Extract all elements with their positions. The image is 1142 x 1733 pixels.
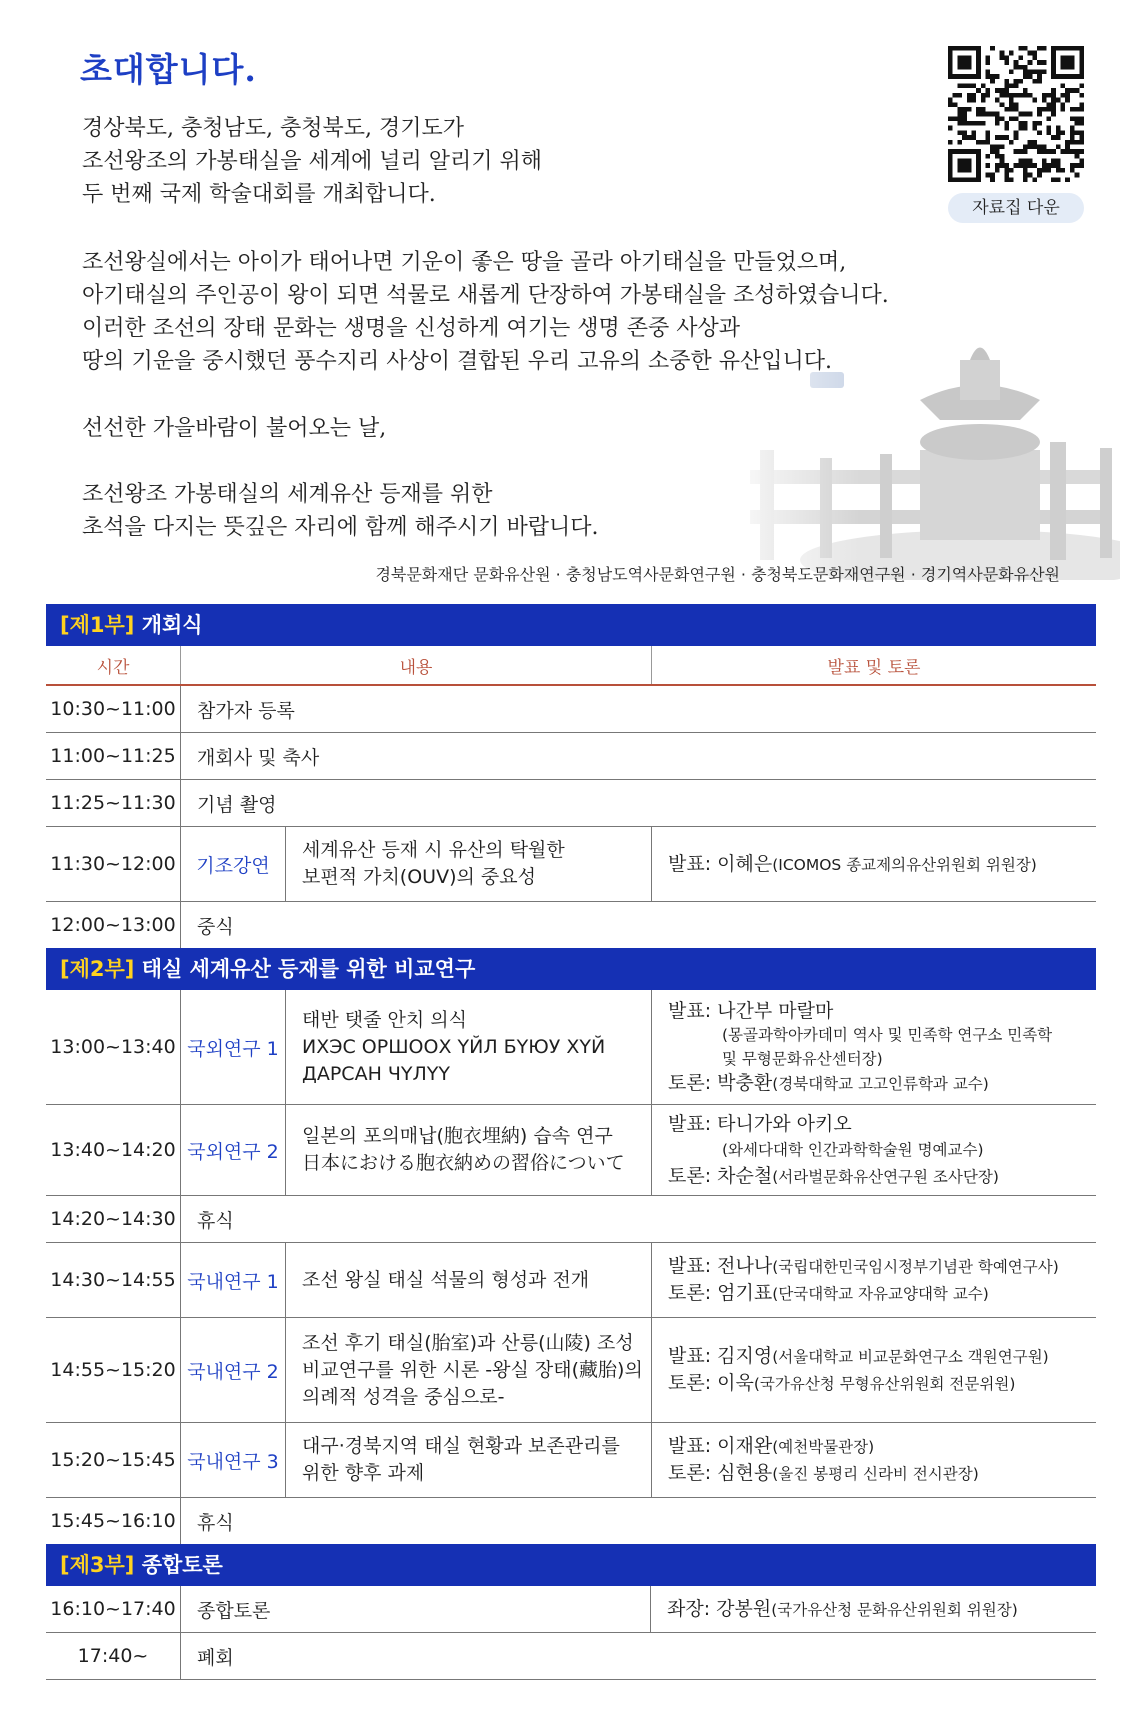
download-materials-label[interactable]: 자료집 다운 [948,193,1084,223]
presenter-affiliation: (와세다대학 인간과학학술원 명예교수) [722,1140,984,1159]
time-cell: 14:20~14:30 [46,1196,181,1242]
time-cell: 17:40~ [46,1633,181,1679]
time-cell: 15:20~15:45 [46,1423,181,1497]
moderator-affiliation: (국가유산청 문화유산위원회 위원장) [771,1600,1018,1619]
topic-cell [286,990,652,1104]
topic-line: 조선 후기 태실(胎室)과 산릉(山陵) 조성 [302,1331,634,1354]
discussant-name: 토론: 엄기표 [668,1282,773,1304]
time-cell: 14:55~15:20 [46,1318,181,1422]
discussant-affiliation: (서라벌문화유산연구원 조사단장) [772,1167,999,1186]
table-row [46,1633,1096,1680]
paragraph-line: 조선왕조 가봉태실의 세계유산 등재를 위한 [82,482,493,507]
discussant-name: 토론: 이욱 [668,1372,754,1394]
content-cell: 참가자 등록 [197,699,295,722]
presenter-name: 발표: 이혜은 [668,852,773,875]
presenter-cell [652,1105,1096,1195]
col-header-presenter: 발표 및 토론 [827,657,921,678]
topic-line: 日本における胞衣納めの習俗について [302,1152,625,1174]
session-3-header [46,1544,1096,1586]
category-cell: 국외연구 2 [181,1105,286,1195]
table-row [46,733,1096,780]
presenter-affiliation: (ICOMOS 종교제의유산위원회 위원장) [772,855,1037,874]
presenter-affiliation: (예천박물관장) [772,1438,875,1456]
col-header-time: 시간 [46,646,181,684]
session-title: 종합토론 [141,1553,223,1577]
time-cell: 12:00~13:00 [46,902,181,948]
paragraph-line: 조선왕실에서는 아이가 태어나면 기운이 좋은 땅을 골라 아기태실을 만들었으며, [82,250,847,275]
presenter-cell [652,1423,1096,1497]
category-cell: 기조강연 [181,827,286,901]
paragraph-line: 선선한 가을바람이 불어오는 날, [82,416,387,441]
presenter-affiliation: 및 무형문화유산센터장) [722,1049,883,1068]
session-number: [제1부] [60,613,135,637]
moderator-name: 좌장: 강봉원 [667,1597,772,1620]
presenter-affiliation: (서울대학교 비교문화연구소 객원연구원) [772,1348,1049,1366]
greeting-paragraph [82,412,386,445]
table-row [46,1586,1096,1633]
time-cell: 10:30~11:00 [46,686,181,732]
time-cell: 13:40~14:20 [46,1105,181,1195]
presenter-cell [652,990,1096,1104]
paragraph-line: 두 번째 국제 학술대회를 개최합니다. [82,182,436,207]
session-number: [제3부] [60,1553,135,1577]
time-cell: 11:30~12:00 [46,827,181,901]
time-cell: 15:45~16:10 [46,1498,181,1544]
content-cell: 종합토론 [181,1586,651,1632]
presenter-cell [652,1243,1096,1317]
table-row [46,1318,1096,1423]
discussant-affiliation: (단국대학교 자유교양대학 교수) [772,1285,989,1303]
table-row [46,1196,1096,1243]
content-cell: 개회사 및 축사 [197,746,320,769]
topic-line: 태반 탯줄 안치 의식 [302,1008,467,1031]
topic-line: 보편적 가치(OUV)의 중요성 [302,866,536,888]
paragraph-line: 경상북도, 충청남도, 충청북도, 경기도가 [82,116,464,141]
content-cell: 휴식 [197,1511,234,1534]
table-row [46,780,1096,827]
time-cell: 11:25~11:30 [46,780,181,826]
time-cell: 13:00~13:40 [46,990,181,1104]
session-1-header [46,604,1096,646]
paragraph-line: 이러한 조선의 장태 문화는 생명을 신성하게 여기는 생명 존중 사상과 [82,316,740,341]
closing-paragraph [82,478,599,544]
content-cell: 휴식 [197,1209,234,1232]
session-title: 개회식 [141,613,203,637]
topic-line: 대구·경북지역 태실 현황과 보존관리를 [302,1435,620,1457]
paragraph-line: 땅의 기운을 중시했던 풍수지리 사상이 결합된 우리 고유의 소중한 유산입니다. [82,349,832,374]
program-schedule [46,604,1096,1680]
category-cell: 국내연구 2 [181,1318,286,1422]
topic-line: 세계유산 등재 시 유산의 탁월한 [302,839,565,861]
discussant-name: 토론: 심현용 [668,1462,773,1484]
topic-line: ИХЭС ОРШООХ ҮЙЛ БҮЮУ ХҮЙ [302,1035,606,1058]
topic-line: ДАРСАН ЧҮЛҮҮ [302,1062,451,1085]
discussant-name: 토론: 차순철 [668,1164,773,1187]
table-row [46,1498,1096,1544]
table-row [46,1243,1096,1318]
topic-line: 위한 향후 과제 [302,1462,425,1484]
invitation-section [0,0,1142,600]
session-2-header [46,948,1096,990]
paragraph-line: 조선왕조의 가봉태실을 세계에 널리 알리기 위해 [82,149,543,174]
presenter-affiliation: (국립대한민국임시정부기념관 학예연구사) [772,1258,1059,1276]
table-row [46,902,1096,948]
discussant-affiliation: (경북대학교 고고인류학과 교수) [772,1074,989,1093]
topic-cell [286,1243,652,1317]
presenter-name: 발표: 나간부 마랄마 [668,999,834,1022]
topic-line: 의례적 성격을 중심으로- [302,1385,505,1408]
topic-cell [286,1423,652,1497]
content-cell: 폐회 [197,1646,234,1669]
invitation-title: 초대합니다. [80,50,257,89]
paragraph-line: 아기태실의 주인공이 왕이 되면 석물로 새롭게 단장하여 가봉태실을 조성하였습니다. [82,283,889,308]
presenter-name: 발표: 김지영 [668,1345,773,1367]
presenter-cell [652,827,1096,901]
discussant-affiliation: (울진 봉평리 신라비 전시관장) [772,1465,979,1483]
time-cell: 11:00~11:25 [46,733,181,779]
table-row [46,990,1096,1105]
topic-cell [286,1318,652,1422]
topic-line: 비교연구를 위한 시론 -왕실 장태(藏胎)의 [302,1358,643,1381]
intro-paragraph [82,112,542,211]
category-cell: 국내연구 3 [181,1423,286,1497]
organizers-line: 경북문화재단 문화유산원 · 충청남도역사문화연구원 · 충청북도문화재연구원 · 경기역사문화유산원 [375,565,1060,584]
topic-cell [286,1105,652,1195]
table-row [46,686,1096,733]
session-number: [제2부] [60,957,135,981]
paragraph-line: 초석을 다지는 뜻깊은 자리에 함께 해주시기 바랍니다. [82,515,599,540]
table-column-headers [46,646,1096,686]
presenter-cell [651,1586,1096,1632]
table-row [46,1105,1096,1196]
discussant-affiliation: (국가유산청 무형유산위원회 전문위원) [753,1375,1016,1393]
time-cell: 14:30~14:55 [46,1243,181,1317]
table-row [46,1423,1096,1498]
presenter-name: 발표: 전나나 [668,1255,773,1277]
time-cell: 16:10~17:40 [46,1586,181,1632]
topic-line: 일본의 포의매납(胞衣埋納) 습속 연구 [302,1125,613,1147]
topic-line: 조선 왕실 태실 석물의 형성과 전개 [302,1268,590,1291]
discussant-name: 토론: 박충환 [668,1071,773,1094]
category-cell: 국외연구 1 [181,990,286,1104]
content-cell: 중식 [197,915,234,938]
qr-code[interactable] [948,46,1084,182]
presenter-affiliation: (몽골과학아카데미 역사 및 민족학 연구소 민족학 [722,1025,1053,1044]
content-cell: 기념 촬영 [197,793,277,816]
col-header-content: 내용 [181,646,652,684]
presenter-cell [652,1318,1096,1422]
session-title: 태실 세계유산 등재를 위한 비교연구 [141,957,476,981]
topic-cell [286,827,652,901]
background-paragraph [82,246,889,378]
presenter-name: 발표: 이재완 [668,1435,773,1457]
category-cell: 국내연구 1 [181,1243,286,1317]
presenter-name: 발표: 타니가와 아키오 [668,1112,852,1135]
table-row [46,827,1096,902]
